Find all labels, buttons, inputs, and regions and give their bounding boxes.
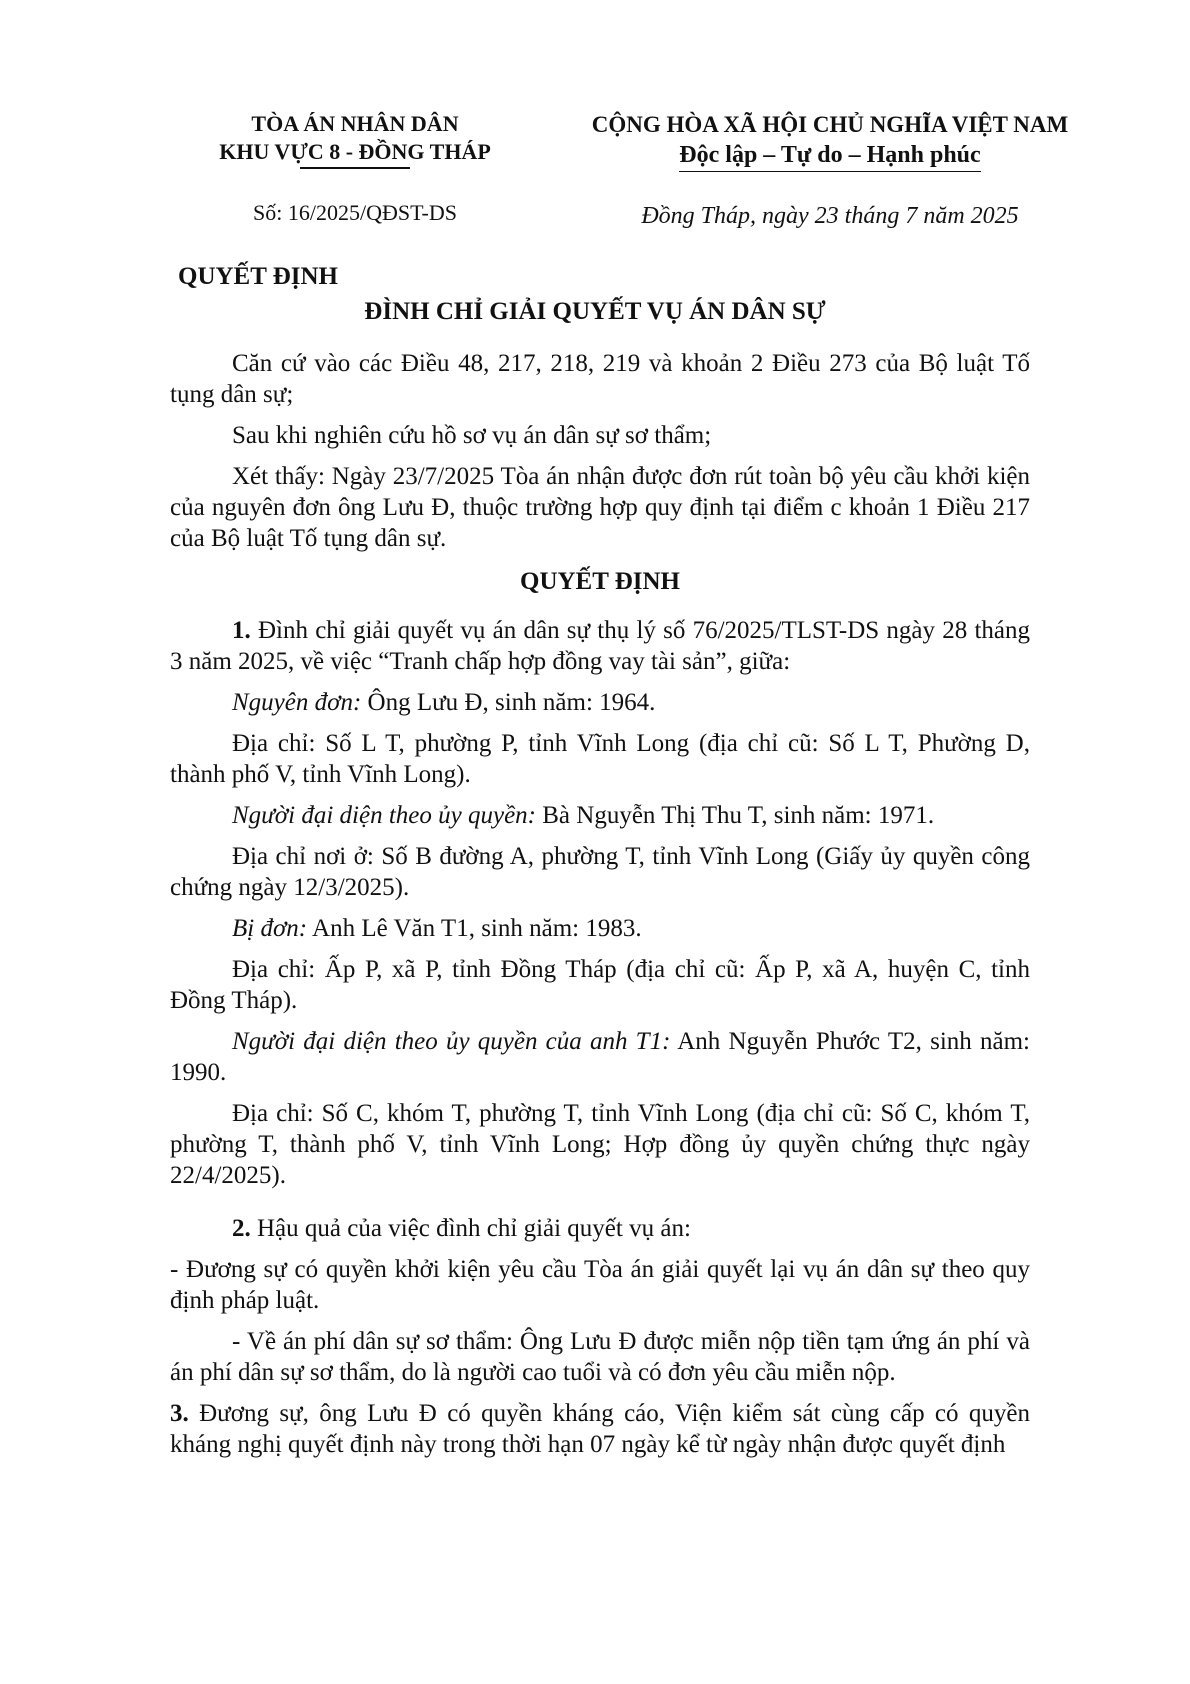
section-3-text: Đương sự, ông Lưu Đ có quyền kháng cáo, Viện kiểm sát cùng cấp có quyền kháng nghị quyết định này trong thời hạn 07 ngày kể từ ngày nhận được quyết định — [170, 1400, 1030, 1458]
defendant — [170, 913, 1030, 944]
plaintiff-label: Nguyên đơn: — [232, 689, 362, 716]
section-3 — [170, 1398, 1030, 1460]
court-header — [190, 110, 520, 169]
section-1-text: Đình chỉ giải quyết vụ án dân sự thụ lý số 76/2025/TLST-DS ngày 28 tháng 3 năm 2025, về việc “Tranh chấp hợp đồng vay tài sản”, giữa: — [170, 617, 1030, 675]
plaintiff — [170, 687, 1030, 718]
document-body — [170, 348, 1030, 1470]
section-1-number: 1. — [232, 617, 251, 644]
consequence-item-2: - Về án phí dân sự sơ thẩm: Ông Lưu Đ được miễn nộp tiền tạm ứng án phí và án phí dân sự sơ thẩm, do là người cao tuổi và có đơn yêu cầu miễn nộp. — [170, 1328, 1030, 1386]
section-3-number: 3. — [170, 1400, 189, 1427]
court-name: TÒA ÁN NHÂN DÂN — [251, 111, 459, 136]
nation-header — [560, 110, 1100, 172]
plaintiff-rep-label: Người đại diện theo ủy quyền: — [232, 802, 536, 829]
section-2-text: Hậu quả của việc đình chỉ giải quyết vụ án: — [250, 1215, 691, 1242]
plaintiff-representative — [170, 800, 1030, 831]
preamble-finding: Xét thấy: Ngày 23/7/2025 Tòa án nhận được đơn rút toàn bộ yêu cầu khởi kiện của nguyên đơn ông Lưu Đ, thuộc trường hợp quy định tại điểm c khoản 1 Điều 217 của Bộ luật Tố tụng dân sự. — [170, 463, 1030, 552]
plaintiff-address: Địa chỉ: Số L T, phường P, tỉnh Vĩnh Long (địa chỉ cũ: Số L T, Phường D, thành phố V, tỉnh Vĩnh Long). — [170, 730, 1030, 788]
defendant-address: Địa chỉ: Ấp P, xã P, tỉnh Đồng Tháp (địa chỉ cũ: Ấp P, xã A, huyện C, tỉnh Đồng Tháp). — [170, 956, 1030, 1014]
nation-name: CỘNG HÒA XÃ HỘI CHỦ NGHĨA VIỆT NAM — [591, 112, 1069, 137]
defendant-value: Anh Lê Văn T1, sinh năm: 1983. — [307, 915, 642, 942]
place-date: Đồng Tháp, ngày 23 tháng 7 năm 2025 — [641, 203, 1019, 229]
court-region: KHU VỰC 8 - ĐỒNG THÁP — [219, 139, 491, 164]
defendant-label: Bị đơn: — [232, 915, 308, 942]
plaintiff-rep-value: Bà Nguyễn Thị Thu T, sinh năm: 1971. — [536, 802, 935, 829]
defendant-representative — [170, 1026, 1030, 1088]
document-number: Số: 16/2025/QĐST-DS — [253, 200, 457, 225]
section-spacer — [170, 1201, 1030, 1213]
preamble-review: Sau khi nghiên cứu hồ sơ vụ án dân sự sơ thẩm; — [232, 422, 712, 449]
section-2-number: 2. — [232, 1215, 251, 1242]
plaintiff-rep-address: Địa chỉ nơi ở: Số B đường A, phường T, tỉnh Vĩnh Long (Giấy ủy quyền công chứng ngày 12/3/2025). — [170, 843, 1030, 901]
consequence-item-1: - Đương sự có quyền khởi kiện yêu cầu Tòa án giải quyết lại vụ án dân sự theo quy định pháp luật. — [170, 1256, 1030, 1314]
defendant-rep-address: Địa chỉ: Số C, khóm T, phường T, tỉnh Vĩnh Long (địa chỉ cũ: Số C, khóm T, phường T, thành phố V, tỉnh Vĩnh Long; Hợp đồng ủy quyền chứng thực ngày 22/4/2025). — [170, 1100, 1030, 1189]
preamble-legal-basis: Căn cứ vào các Điều 48, 217, 218, 219 và khoản 2 Điều 273 của Bộ luật Tố tụng dân sự; — [170, 350, 1030, 408]
section-2 — [170, 1213, 1030, 1244]
plaintiff-value: Ông Lưu Đ, sinh năm: 1964. — [361, 689, 656, 716]
defendant-rep-value: Anh Nguyễn Phước T2, sinh năm: 1990. — [170, 1028, 1031, 1086]
decision-heading: QUYẾT ĐỊNH — [520, 568, 680, 595]
header-divider-left — [300, 167, 410, 169]
section-1 — [170, 615, 1030, 677]
document-subtitle: ĐÌNH CHỈ GIẢI QUYẾT VỤ ÁN DÂN SỰ — [364, 298, 826, 325]
nation-motto: Độc lập – Tự do – Hạnh phúc — [679, 140, 980, 172]
defendant-rep-label: Người đại diện theo ủy quyền của anh T1: — [232, 1028, 671, 1055]
document-title: QUYẾT ĐỊNH — [178, 263, 338, 290]
